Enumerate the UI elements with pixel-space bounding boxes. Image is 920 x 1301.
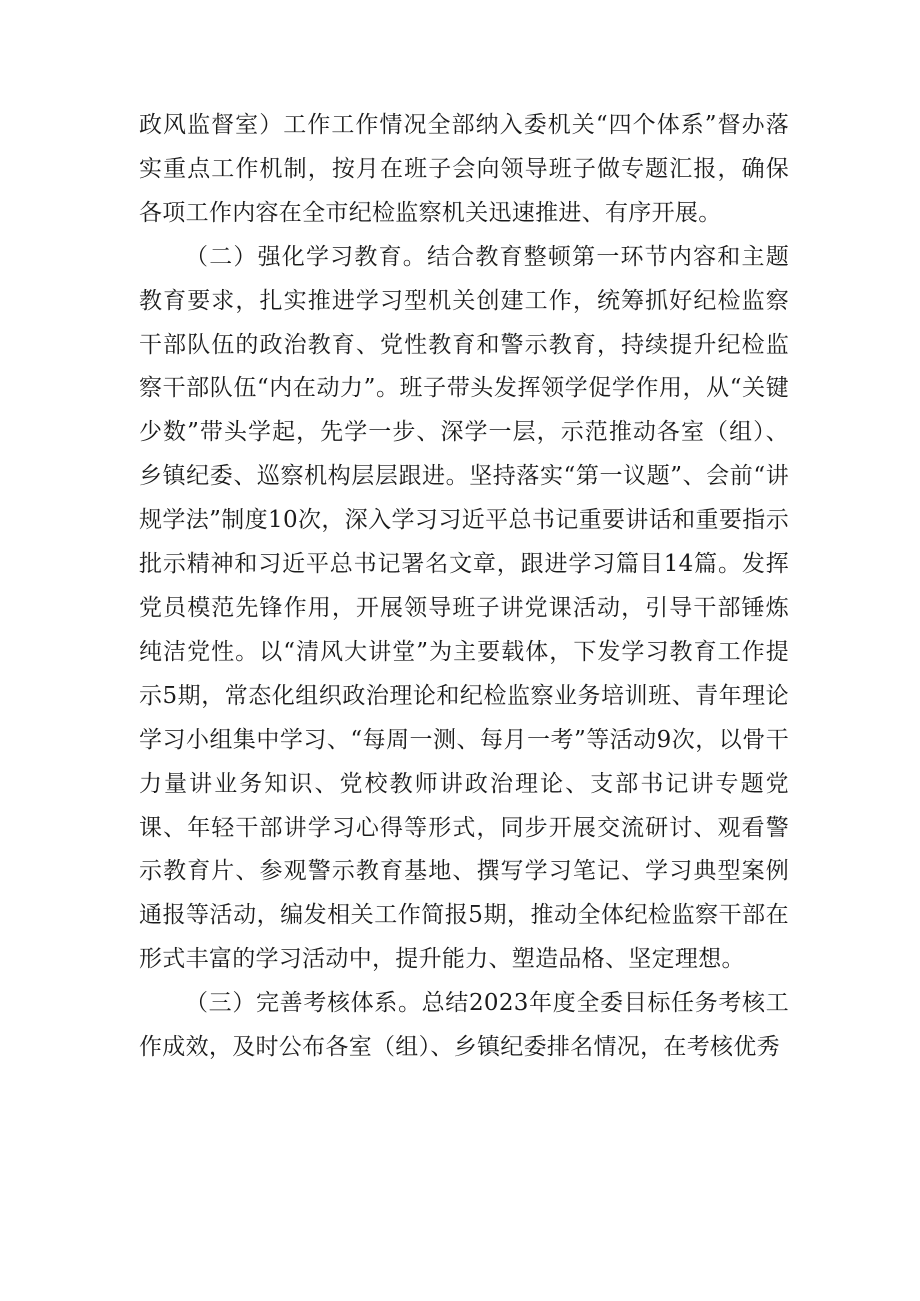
paragraph-continuation: 政风监督室）工作工作情况全部纳入委机关“四个体系”督办落实重点工作机制，按月在班子会向领导班子做专题汇报，确保各项工作内容在全市纪检监察机关迅速推进、有序开展。 [139, 112, 789, 226]
paragraph-assessment-system: （三）完善考核体系。总结2023年度全委目标任务考核工作成效，及时公布各室（组）、乡镇纪委排名情况，在考核优秀 [139, 990, 789, 1061]
document-body [139, 104, 789, 1070]
paragraph-study-education: （二）强化学习教育。结合教育整顿第一环节内容和主题教育要求，扎实推进学习型机关创建工作，统筹抓好纪检监察干部队伍的政治教育、党性教育和警示教育，持续提升纪检监察干部队伍“内在动力”。班子带头发挥领学促学作用，从“关键少数”带头学起，先学一步、深学一层，示范推动各室（组）、乡镇纪委、巡察机构层层跟进。坚持落实“第一议题”、会前“讲规学法”制度10次，深入学习习近平总书记重要讲话和重要指示批示精神和习近平总书记署名文章，跟进学习篇目14篇。发挥党员模范先锋作用，开展领导班子讲党课活动，引导干部锤炼纯洁党性。以“清风大讲堂”为主要载体，下发学习教育工作提示5期，常态化组织政治理论和纪检监察业务培训班、青年理论学习小组集中学习、“每周一测、每月一考”等活动9次，以骨干力量讲业务知识、党校教师讲政治理论、支部书记讲专题党课、年轻干部讲学习心得等形式，同步开展交流研讨、观看警示教育片、参观警示教育基地、撰写学习笔记、学习典型案例通报等活动，编发相关工作简报5期，推动全体纪检监察干部在形式丰富的学习活动中，提升能力、塑造品格、坚定理想。 [139, 243, 789, 973]
